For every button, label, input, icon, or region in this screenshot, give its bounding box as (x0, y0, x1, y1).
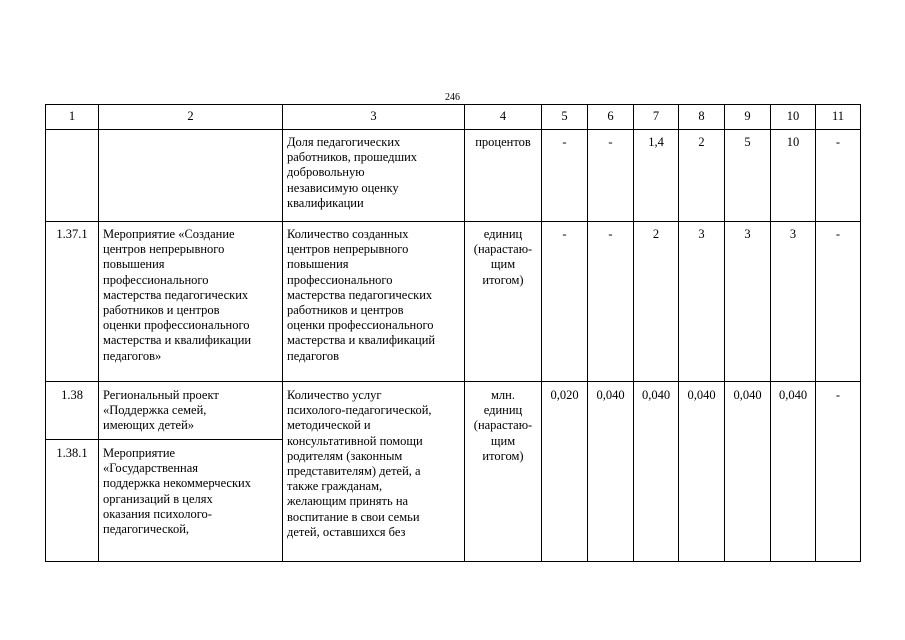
row-value: 0,040 (634, 382, 679, 562)
row-code: 1.38 (46, 382, 99, 440)
header-cell: 1 (46, 105, 99, 130)
row-unit: процентов (465, 130, 542, 222)
row-value: 3 (771, 222, 816, 382)
header-cell: 4 (465, 105, 542, 130)
table-row (46, 382, 861, 440)
header-cell: 10 (771, 105, 816, 130)
header-cell: 11 (816, 105, 861, 130)
row-value: 3 (725, 222, 771, 382)
row-unit: млн. единиц (нарастаю- щим итогом) (465, 382, 542, 562)
row-value: 10 (771, 130, 816, 222)
row-value: 0,040 (588, 382, 634, 562)
row-value: 0,040 (679, 382, 725, 562)
row-indicator: Доля педагогических работников, прошедших добровольную независимую оценку квалификации (283, 130, 465, 222)
row-code: 1.37.1 (46, 222, 99, 382)
row-value: - (542, 222, 588, 382)
table-row (46, 222, 861, 382)
table-header-row (46, 105, 861, 130)
row-name: Мероприятие «Создание центров непрерывного повышения профессионального мастерства педагогических работников и центров оценки профессионального мастерства и квалификации педагогов» (99, 222, 283, 382)
header-cell: 5 (542, 105, 588, 130)
header-cell: 3 (283, 105, 465, 130)
header-cell: 6 (588, 105, 634, 130)
row-name: Региональный проект «Поддержка семей, имеющих детей» (99, 382, 283, 440)
table-row (46, 130, 861, 222)
row-value: 0,040 (725, 382, 771, 562)
row-unit: единиц (нарастаю- щим итогом) (465, 222, 542, 382)
row-value: - (588, 222, 634, 382)
row-value: 5 (725, 130, 771, 222)
row-value: - (816, 382, 861, 562)
row-code (46, 130, 99, 222)
row-value: 0,020 (542, 382, 588, 562)
row-value: 3 (679, 222, 725, 382)
row-name: Мероприятие «Государственная поддержка некоммерческих организаций в целях оказания психолого- педагогической, (99, 440, 283, 562)
row-value: 0,040 (771, 382, 816, 562)
row-code: 1.38.1 (46, 440, 99, 562)
header-cell: 8 (679, 105, 725, 130)
row-name (99, 130, 283, 222)
row-value: 2 (679, 130, 725, 222)
row-indicator: Количество созданных центров непрерывного повышения профессионального мастерства педагогических работников и центров оценки профессионального мастерства и квалификаций педагогов (283, 222, 465, 382)
row-value: - (588, 130, 634, 222)
row-value: - (816, 222, 861, 382)
header-cell: 9 (725, 105, 771, 130)
row-value: 1,4 (634, 130, 679, 222)
row-value: 2 (634, 222, 679, 382)
header-cell: 2 (99, 105, 283, 130)
header-cell: 7 (634, 105, 679, 130)
page-number: 246 (445, 92, 460, 103)
row-value: - (542, 130, 588, 222)
row-indicator: Количество услуг психолого-педагогической, методической и консультативной помощи родителям (законным представителям) детей, а также гражданам, желающим принять на воспитание в свои семьи детей, оставшихся без (283, 382, 465, 562)
row-value: - (816, 130, 861, 222)
program-indicators-table (45, 104, 861, 562)
